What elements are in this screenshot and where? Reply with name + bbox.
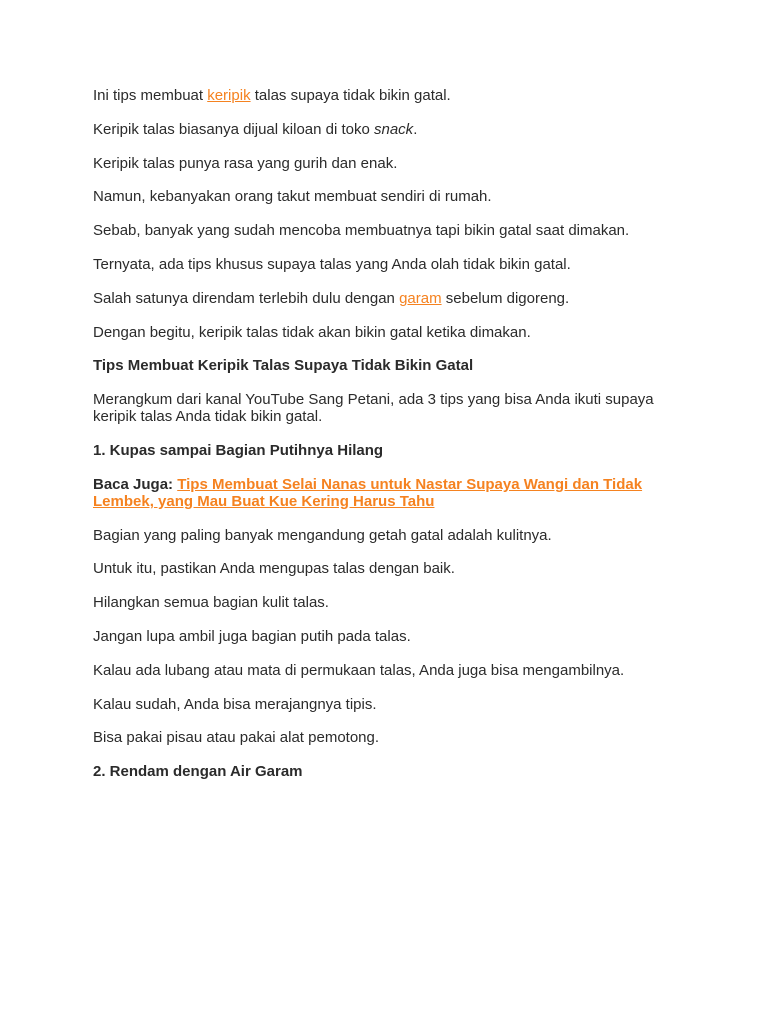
paragraph: Ternyata, ada tips khusus supaya talas yang Anda olah tidak bikin gatal. <box>93 255 571 273</box>
section-heading: 1. Kupas sampai Bagian Putihnya Hilang <box>93 441 384 459</box>
paragraph <box>93 87 693 104</box>
garam-link[interactable]: garam <box>399 289 442 307</box>
paragraph: Kalau sudah, Anda bisa merajangnya tipis. <box>93 695 377 713</box>
paragraph: Bisa pakai pisau atau pakai alat pemotong. <box>93 729 380 747</box>
section-heading: 2. Rendam dengan Air Garam <box>93 763 303 781</box>
baca-juga-label: Baca Juga: <box>93 475 174 493</box>
paragraph: Kalau ada lubang atau mata di permukaan talas, Anda juga bisa mengambilnya. <box>93 661 625 679</box>
paragraph: Bagian yang paling banyak mengandung getah gatal adalah kulitnya. <box>93 526 552 544</box>
paragraph: Keripik talas punya rasa yang gurih dan enak. <box>93 154 398 172</box>
paragraph <box>93 290 693 307</box>
paragraph <box>93 121 693 138</box>
paragraph-text: Salah satunya direndam terlebih dulu dengan <box>93 289 400 307</box>
paragraph-text: . <box>413 120 418 138</box>
paragraph <box>93 391 693 425</box>
baca-juga <box>93 476 693 510</box>
paragraph-text: Keripik talas biasanya dijual kiloan di toko <box>93 120 374 138</box>
keripik-link[interactable]: keripik <box>207 87 251 104</box>
paragraph: Untuk itu, pastikan Anda mengupas talas dengan baik. <box>93 560 455 578</box>
paragraph-line: Merangkum dari kanal YouTube Sang Petani, ada 3 tips yang bisa Anda ikuti supaya <box>93 391 654 409</box>
paragraph-text: Ini tips membuat <box>93 87 208 104</box>
section-heading: Tips Membuat Keripik Talas Supaya Tidak Bikin Gatal <box>93 357 474 375</box>
paragraph: Sebab, banyak yang sudah mencoba membuatnya tapi bikin gatal saat dimakan. <box>93 222 630 240</box>
related-article-link[interactable] <box>93 476 642 510</box>
emphasis-text: snack <box>374 120 414 138</box>
paragraph: Dengan begitu, keripik talas tidak akan bikin gatal ketika dimakan. <box>93 323 531 341</box>
paragraph-line: keripik talas Anda tidak bikin gatal. <box>93 408 323 426</box>
paragraph: Jangan lupa ambil juga bagian putih pada talas. <box>93 627 411 645</box>
paragraph: Namun, kebanyakan orang takut membuat sendiri di rumah. <box>93 188 492 206</box>
related-article-link-line: Tips Membuat Selai Nanas untuk Nastar Supaya Wangi dan Tidak <box>177 475 643 493</box>
related-article-link-line: Lembek, yang Mau Buat Kue Kering Harus Tahu <box>93 492 435 510</box>
paragraph: Hilangkan semua bagian kulit talas. <box>93 594 329 612</box>
paragraph-text: talas supaya tidak bikin gatal. <box>250 87 451 104</box>
paragraph-text: sebelum digoreng. <box>441 289 570 307</box>
article-body <box>93 87 693 797</box>
